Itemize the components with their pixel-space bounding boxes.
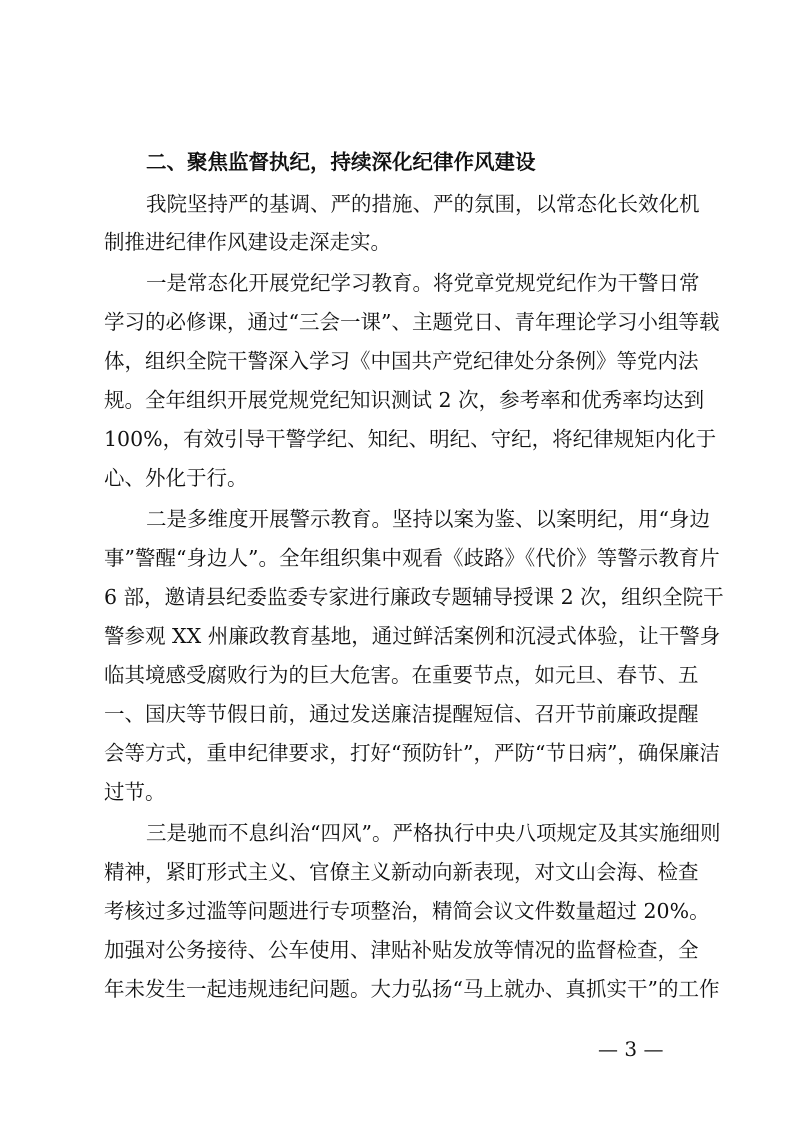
paragraph-line: 三是驰而不息纠治“四风”。严格执行中央八项规定及其实施细则 xyxy=(146,821,721,845)
paragraph-line: 年未发生一起违规违纪问题。大力弘扬“马上就办、真抓实干”的工作 xyxy=(104,977,720,1001)
paragraph-line: 过节。 xyxy=(104,780,166,804)
page-number: — 3 — xyxy=(598,1037,664,1061)
paragraph-line: 精神，紧盯形式主义、官僚主义新动向新表现，对文山会海、检查 xyxy=(104,860,699,884)
paragraph-line: 6 部，邀请县纪委监委专家进行廉政专题辅导授课 2 次，组织全院干 xyxy=(104,585,724,609)
paragraph-line: 加强对公务接待、公车使用、津贴补贴发放等情况的监督检查，全 xyxy=(104,938,699,962)
paragraph-line: 一、国庆等节假日前，通过发送廉洁提醒短信、召开节前廉政提醒 xyxy=(104,702,699,726)
paragraph-line: 体，组织全院干警深入学习《中国共产党纪律处分条例》等党内法 xyxy=(104,349,699,373)
paragraph-line: 会等方式，重申纪律要求，打好“预防针”，严防“节日病”，确保廉洁 xyxy=(104,741,720,765)
paragraph-line: 100%，有效引导干警学纪、知纪、明纪、守纪，将纪律规矩内化于 xyxy=(104,427,717,451)
paragraph-line: 事”警醒“身边人”。全年组织集中观看《歧路》《代价》等警示教育片 xyxy=(104,546,720,570)
paragraph-line: 学习的必修课，通过“三会一课”、主题党日、青年理论学习小组等载 xyxy=(104,310,720,334)
section-heading: 二、聚焦监督执纪，持续深化纪律作风建设 xyxy=(146,150,536,174)
paragraph-line: 二是多维度开展警示教育。坚持以案为鉴、以案明纪，用“身边 xyxy=(146,507,710,531)
paragraph-line: 一是常态化开展党纪学习教育。将党章党规党纪作为干警日常 xyxy=(146,271,700,295)
paragraph-line: 规。全年组织开展党规党纪知识测试 2 次，参考率和优秀率均达到 xyxy=(104,388,705,412)
paragraph-line: 考核过多过滥等问题进行专项整治，精简会议文件数量超过 20%。 xyxy=(104,899,710,923)
paragraph-line: 心、外化于行。 xyxy=(104,466,248,490)
paragraph-line: 警参观 XX 州廉政教育基地，通过鲜活案例和沉浸式体验，让干警身 xyxy=(104,624,721,648)
paragraph-line: 我院坚持严的基调、严的措施、严的氛围，以常态化长效化机 xyxy=(146,192,700,216)
paragraph-line: 制推进纪律作风建设走深走实。 xyxy=(104,230,391,254)
paragraph-line: 临其境感受腐败行为的巨大危害。在重要节点，如元旦、春节、五 xyxy=(104,663,699,687)
